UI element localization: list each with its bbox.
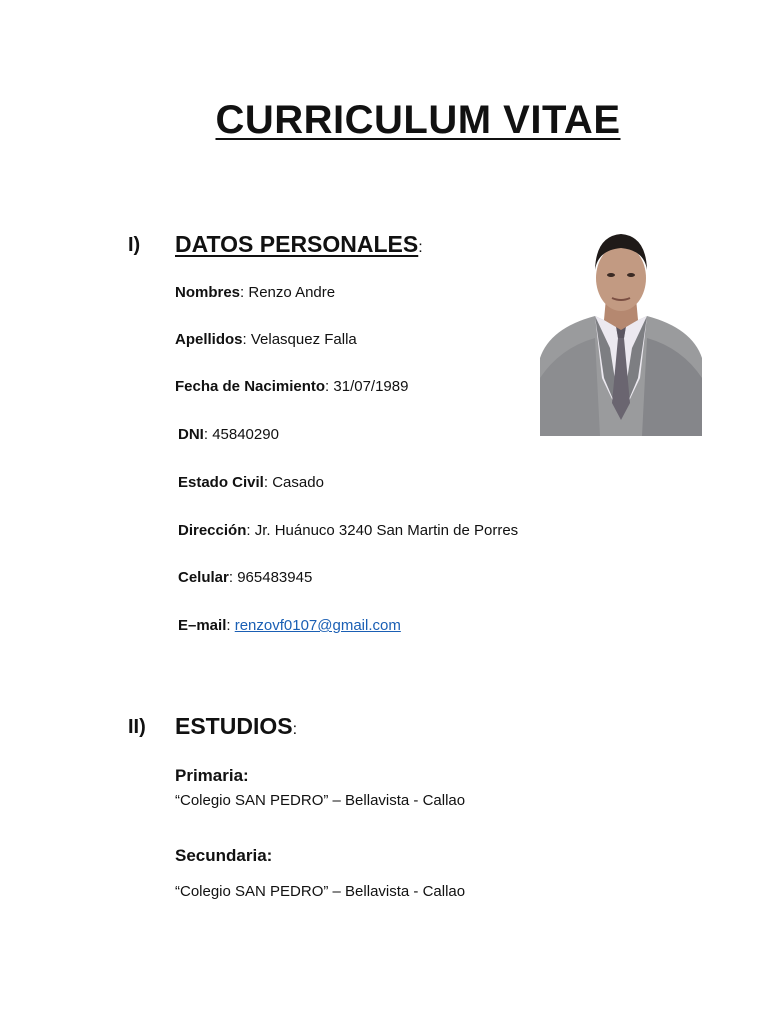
section-number-personal: I): [128, 234, 141, 256]
field-nombres: [175, 284, 335, 301]
field-fecha-nacimiento-value: 31/07/1989: [333, 378, 409, 395]
profile-photo: [540, 228, 702, 436]
field-apellidos: [175, 331, 357, 348]
field-fecha-nacimiento-sep: :: [325, 378, 334, 395]
field-estado-civil-value: Casado: [272, 474, 324, 491]
field-dni-sep: :: [203, 426, 213, 443]
field-nombres-value: Renzo Andre: [248, 284, 336, 301]
field-estado-civil: [178, 474, 324, 491]
section-heading-studies-text: ESTUDIOS: [175, 713, 293, 739]
field-apellidos-value: Velasquez Falla: [250, 331, 357, 348]
field-nombres-sep: :: [240, 284, 249, 301]
field-email-label: E–mail: [178, 617, 227, 634]
field-apellidos-sep: :: [242, 331, 251, 348]
field-email-sep: :: [226, 617, 235, 634]
field-fecha-nacimiento-label: Fecha de Nacimiento: [175, 378, 326, 395]
field-apellidos-label: Apellidos: [175, 331, 243, 348]
field-celular: [178, 569, 312, 586]
field-nombres-label: Nombres: [175, 284, 241, 301]
primary-label: Primaria:: [175, 766, 249, 785]
field-fecha-nacimiento: [175, 378, 408, 395]
secondary-label: Secundaria:: [175, 846, 273, 865]
field-celular-label: Celular: [178, 569, 229, 586]
section-heading-studies-colon: :: [292, 721, 298, 738]
email-link[interactable]: renzovf0107@gmail.com: [234, 617, 401, 634]
section-number-studies: II): [128, 716, 146, 738]
section-heading-personal-text: DATOS PERSONALES: [175, 231, 419, 257]
field-email: [178, 617, 401, 634]
field-direccion: [178, 522, 518, 539]
field-direccion-label: Dirección: [178, 522, 247, 539]
section-heading-personal-colon: :: [418, 239, 423, 256]
field-estado-civil-label: Estado Civil: [178, 474, 264, 491]
field-celular-sep: :: [228, 569, 238, 586]
section-heading-personal: [175, 231, 423, 258]
person-photo-icon: [540, 228, 702, 436]
field-celular-value: 965483945: [237, 569, 313, 586]
field-direccion-sep: :: [246, 522, 255, 539]
section-heading-studies: [175, 713, 297, 740]
field-dni: [178, 426, 279, 443]
primary-school: “Colegio SAN PEDRO” – Bellavista - Callao: [175, 792, 466, 809]
secondary-school: “Colegio SAN PEDRO” – Bellavista - Callao: [175, 883, 466, 900]
field-direccion-value: Jr. Huánuco 3240 San Martin de Porres: [254, 522, 519, 539]
field-dni-value: 45840290: [212, 426, 279, 443]
field-dni-label: DNI: [178, 426, 204, 443]
field-estado-civil-sep: :: [263, 474, 273, 491]
cv-title: CURRICULUM VITAE: [215, 98, 621, 142]
